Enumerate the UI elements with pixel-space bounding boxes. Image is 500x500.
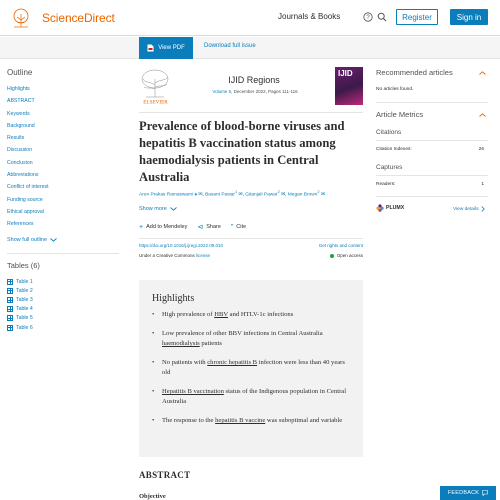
highlight-item (152, 387, 352, 407)
affiliation-mark: 1 (234, 189, 238, 194)
article-title: Prevalence of blood-borne viruses and hepatitis B vaccination status among haemodialysis patients in Central Australia (139, 119, 345, 184)
elsevier-logo[interactable] (139, 67, 172, 105)
svg-text:?: ? (366, 15, 370, 22)
tables-heading: Tables (6) (7, 261, 40, 270)
table-icon (7, 288, 13, 294)
table-link-label: Table 3 (16, 296, 33, 303)
open-access-icon (330, 254, 334, 258)
outline-item-funding-source[interactable]: Funding source (7, 196, 43, 203)
author-separator: , (242, 192, 246, 198)
email-icon[interactable]: ✉ (238, 192, 243, 198)
table-icon (7, 279, 13, 285)
open-access-badge (330, 253, 363, 258)
table-link-label: Table 1 (16, 278, 33, 285)
affiliation-mark: 2 (277, 189, 280, 194)
topic-link[interactable]: chronic hepatitis B (207, 359, 258, 366)
sidebar-divider (7, 253, 119, 254)
chevron-down-icon (50, 238, 57, 242)
table-icon (7, 297, 13, 303)
captures-heading: Captures (376, 164, 403, 171)
plumx-flower-icon (376, 204, 384, 212)
add-to-mendeley-button[interactable] (139, 224, 187, 231)
affiliation-mark: 2 (317, 189, 320, 194)
table-link-3[interactable] (7, 295, 33, 304)
abstract-heading: ABSTRACT (139, 470, 191, 480)
elsevier-tree-icon (8, 8, 34, 28)
table-link-5[interactable] (7, 314, 33, 323)
feedback-label: FEEDBACK (447, 490, 480, 496)
download-full-issue-link[interactable]: Download full issue (204, 43, 256, 49)
highlight-item (152, 310, 352, 320)
highlight-text: was suboptimal and variable (265, 417, 343, 424)
highlights-heading: Highlights (152, 293, 195, 304)
get-rights-link[interactable]: Get rights and content (318, 243, 363, 248)
author-list (139, 189, 365, 198)
table-link-4[interactable] (7, 305, 33, 314)
pdf-file-icon (147, 44, 154, 52)
license-prefix: Under a Creative Commons (139, 253, 195, 258)
journal-volume-info (200, 89, 310, 94)
feedback-button[interactable] (440, 486, 496, 500)
outline-item-abbreviations[interactable]: Abbreviations (7, 172, 39, 179)
show-more-label: Show more (139, 206, 167, 212)
email-icon[interactable]: ✉ (281, 192, 286, 198)
highlight-text: The response to the (162, 417, 216, 424)
view-pdf-button[interactable] (139, 37, 193, 59)
chat-bubble-icon (482, 490, 488, 496)
citation-indexes-row (376, 147, 484, 152)
view-details-label: View details (453, 206, 479, 212)
sidebar-divider (376, 140, 488, 141)
help-circle-icon[interactable] (363, 12, 373, 22)
highlight-item (152, 329, 352, 349)
license-row (139, 253, 363, 258)
email-icon[interactable]: ✉ (198, 192, 203, 198)
site-header (0, 0, 500, 36)
highlight-item (152, 416, 352, 426)
outline-item-references[interactable]: References (7, 221, 34, 228)
share-button[interactable] (197, 223, 221, 231)
topic-link[interactable]: Hepatitis B vaccination (162, 388, 224, 395)
elsevier-wordmark: ELSEVIER (143, 99, 168, 105)
highlight-item (152, 358, 352, 378)
chevron-right-icon (481, 206, 485, 212)
person-icon: ♠ (194, 192, 198, 198)
journal-header-divider (139, 112, 363, 113)
highlights-box (139, 280, 363, 457)
author-separator: , (285, 192, 288, 198)
table-link-1[interactable] (7, 277, 33, 286)
show-full-outline-button[interactable] (7, 237, 57, 243)
citation-indexes-label: Citation Indexes: (376, 147, 412, 152)
mendeley-label: Add to Mendeley (146, 224, 188, 230)
table-link-label: Table 6 (16, 324, 33, 331)
chevron-up-icon[interactable] (479, 71, 486, 75)
topic-link[interactable]: HBV (214, 311, 228, 318)
license-link[interactable]: license (196, 253, 211, 258)
search-icon[interactable] (377, 12, 387, 22)
outline-item-abstract[interactable]: ABSTRACT (7, 98, 35, 105)
highlights-list (152, 310, 352, 435)
sidebar-divider (376, 196, 488, 197)
view-pdf-label: View PDF (158, 45, 185, 51)
author-separator: , (202, 192, 206, 198)
highlight-text: Low prevalence of other BBV infections in Central Australia (162, 330, 323, 337)
tables-list (7, 277, 33, 332)
register-button[interactable]: Register (396, 9, 438, 25)
table-link-label: Table 4 (16, 306, 33, 313)
volume-link[interactable]: Volume 5 (212, 89, 232, 94)
article-actions (139, 223, 246, 231)
volume-details: , December 2022, Pages 111-116 (231, 89, 298, 94)
outline-heading: Outline (7, 68, 33, 77)
chevron-down-icon (170, 207, 177, 211)
outline-item-highlights[interactable]: Highlights (7, 86, 30, 92)
outline-item-discussion[interactable]: Discussion (7, 147, 33, 154)
readers-value: 1 (481, 182, 484, 187)
table-link-label: Table 5 (16, 315, 33, 322)
cite-button[interactable] (231, 224, 246, 231)
topic-link[interactable]: haemodialysis (162, 340, 200, 347)
doi-row (139, 238, 363, 248)
sign-in-button[interactable]: Sign in (450, 9, 488, 25)
author-name[interactable]: Arun Prakas Ramaswami (139, 192, 194, 198)
author-name[interactable]: Gitanjali Pawar (245, 192, 278, 198)
sidebar-divider (376, 102, 488, 103)
outline-item-background[interactable]: Background (7, 122, 35, 129)
objective-heading: Objective (139, 493, 166, 500)
table-icon (7, 325, 13, 331)
outline-item-results[interactable]: Results (7, 135, 25, 142)
article-metrics-heading[interactable]: Article Metrics (376, 110, 424, 119)
journal-cover-image[interactable] (335, 67, 363, 105)
table-link-2[interactable] (7, 286, 33, 295)
readers-label: Readers: (376, 182, 396, 187)
cite-label: Cite (236, 224, 247, 230)
readers-row (376, 182, 484, 187)
outline-item-keywords[interactable]: Keywords (7, 110, 30, 117)
outline-item-conflict-of-interest[interactable]: Conflict of interest (7, 184, 49, 191)
highlight-text: status of the Indigenous population in Central Australia (162, 388, 347, 405)
citation-indexes-value: 26 (478, 147, 484, 152)
citations-heading: Citations (376, 129, 402, 136)
outline-item-conclusion[interactable]: Conclusion (7, 159, 33, 166)
open-access-label: Open access (336, 253, 363, 258)
table-icon (7, 315, 13, 321)
plumx-label: PLUMX (386, 205, 405, 211)
author-name[interactable]: Megan Brown (287, 192, 318, 198)
show-more-authors-button[interactable] (139, 206, 177, 212)
highlight-text: patients (199, 340, 222, 347)
plumx-logo[interactable] (376, 204, 404, 212)
highlight-text: No patients with (162, 359, 208, 366)
share-icon: ⊲ (197, 224, 204, 231)
table-link-label: Table 2 (16, 287, 33, 294)
view-details-link[interactable] (453, 206, 485, 212)
topic-link[interactable]: hepatitis B vaccine (215, 417, 266, 424)
author-name[interactable]: Basant Pawar (205, 192, 235, 198)
recommended-articles-heading[interactable]: Recommended articles (376, 68, 453, 77)
sidebar-divider (376, 175, 488, 176)
quote-icon: ” (230, 223, 234, 231)
sciencedirect-logo[interactable] (8, 8, 115, 28)
journal-name-link[interactable]: IJID Regions (228, 75, 280, 85)
journal-cover-title: IJID (338, 69, 353, 78)
doi-link[interactable]: https://doi.org/10.1016/j.ijregi.2022.09.010 (139, 243, 224, 248)
outline-item-ethical-approval[interactable]: Ethical approval (7, 208, 44, 215)
outline-list (7, 84, 49, 232)
share-label: Share (206, 224, 221, 230)
show-full-outline-label: Show full outline (7, 237, 48, 243)
highlight-text: infection were less than 40 years old (162, 359, 345, 376)
table-link-6[interactable] (7, 323, 33, 332)
highlight-text: and HTLV-1c infections (228, 311, 294, 318)
chevron-up-icon[interactable] (479, 113, 486, 117)
no-articles-message: No articles found. (376, 87, 414, 92)
logo-text: ScienceDirect (42, 11, 115, 25)
highlight-text: High prevalence of (162, 311, 215, 318)
journals-books-link[interactable]: Journals & Books (278, 12, 341, 21)
plus-icon: + (139, 223, 144, 231)
email-icon[interactable]: ✉ (320, 192, 325, 198)
table-icon (7, 306, 13, 312)
